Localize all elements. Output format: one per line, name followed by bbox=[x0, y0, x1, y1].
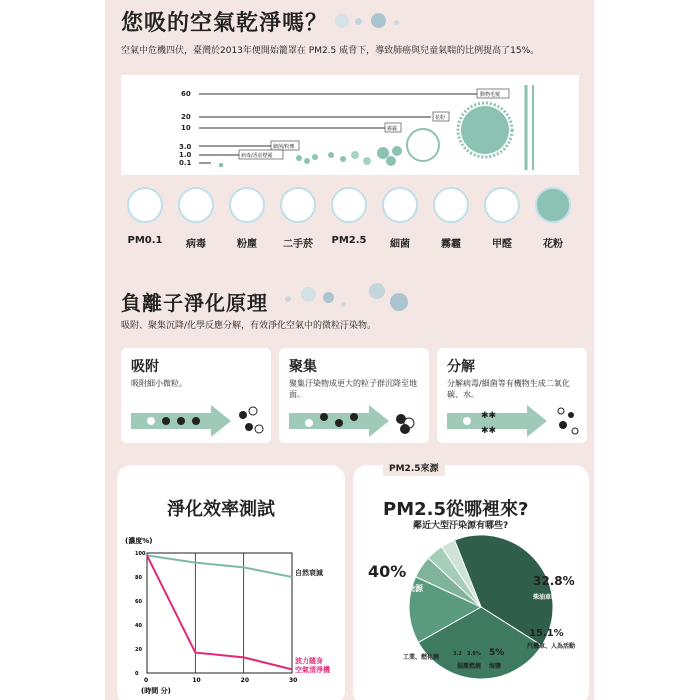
x-tick-label: 30 bbox=[289, 677, 298, 684]
svg-text:✱✱: ✱✱ bbox=[481, 411, 497, 421]
particle-label: 二手菸 bbox=[283, 239, 313, 250]
principle-title: 吸附 bbox=[131, 359, 159, 375]
pie-big-label: 鄰近大型汙染源 bbox=[367, 584, 423, 593]
label-haze: 霧霾 bbox=[387, 126, 398, 132]
particle-size-chart bbox=[121, 75, 579, 175]
particle-label: 病毒 bbox=[186, 239, 206, 250]
tick-10: 10 bbox=[181, 124, 191, 132]
pie-big-pct: 40% bbox=[368, 562, 407, 581]
particle-icon-bacteria bbox=[382, 187, 418, 223]
pm25-source-card bbox=[353, 465, 589, 700]
pie-chart bbox=[353, 535, 589, 700]
particle-icon-virus bbox=[178, 187, 214, 223]
particle-icon-smoke bbox=[280, 187, 316, 223]
pie-p3-label: 海鹽 bbox=[489, 663, 502, 670]
y-tick-label: 40 bbox=[135, 623, 142, 629]
page-subtitle: 空氣中危機四伏，臺灣於2013年便開始籠罩在 PM2.5 威脅下，導致肺癌與兒童氣喘的比例提高了15%。 bbox=[121, 46, 540, 56]
particle-label: 花粉 bbox=[543, 239, 563, 250]
principle-desc: 分解病毒/細菌等有機物生成二氧化碳、水。 bbox=[447, 379, 570, 399]
principle-card-gather bbox=[279, 348, 429, 443]
particle-label: PM0.1 bbox=[127, 235, 163, 246]
pie-p1-label: 柴油車輛尾氣 bbox=[533, 594, 570, 601]
label-animal-hair: 動物毛髮 bbox=[480, 92, 501, 98]
pie-p4: 3.9% bbox=[467, 651, 481, 657]
particle-icon-pollen bbox=[535, 187, 571, 223]
pie-title: PM2.5從哪裡來? bbox=[383, 499, 529, 520]
y-tick-label: 80 bbox=[135, 575, 142, 581]
tick-0.1: 0.1 bbox=[179, 159, 192, 167]
pie-subtitle: 鄰近大型汙染源有哪些? bbox=[413, 521, 509, 531]
tick-3: 3.0 bbox=[179, 143, 192, 151]
pie-p2-label: 汽機車、人為活動 bbox=[527, 643, 576, 650]
particle-icon-pm25 bbox=[331, 187, 367, 223]
pie-p5: 3.2 bbox=[453, 651, 462, 657]
x-tick-label: 0 bbox=[144, 677, 149, 684]
efficiency-xlabel: (時間 分) bbox=[141, 687, 171, 695]
pie-p1: 32.8% bbox=[533, 574, 575, 588]
legend-device: 波力隨身 bbox=[295, 657, 323, 665]
efficiency-chart bbox=[117, 533, 345, 700]
particle-label: PM2.5 bbox=[331, 235, 367, 246]
particle-label: 細菌 bbox=[390, 239, 410, 250]
principle-title: 分解 bbox=[447, 359, 475, 375]
particle-label: 霧霾 bbox=[441, 239, 461, 250]
page-title: 您吸的空氣乾淨嗎？ bbox=[121, 11, 329, 36]
principle-card-adsorb bbox=[121, 348, 271, 443]
pie-p3: 5% bbox=[489, 648, 505, 658]
label-pollen: 花粉 bbox=[435, 115, 446, 121]
label-bacteria-dust: 細菌/粉塵 bbox=[273, 144, 295, 150]
pie-p5-label: 工業、燃化燒 bbox=[403, 654, 440, 661]
principle-title: 聚集 bbox=[289, 359, 317, 375]
pie-p4-label: 揚塵燃燒 bbox=[457, 663, 482, 670]
principle-desc: 聚集汙染物成更大的粒子群沉降至地面。 bbox=[289, 379, 417, 399]
particle-icon-formaldehyde bbox=[484, 187, 520, 223]
particle-icon-dust bbox=[229, 187, 265, 223]
legend-natural: 自然衰減 bbox=[295, 569, 323, 577]
pm25-tag: PM2.5來源 bbox=[383, 459, 445, 476]
y-tick-label: 100 bbox=[135, 551, 146, 557]
tick-20: 20 bbox=[181, 113, 191, 121]
y-tick-label: 0 bbox=[135, 671, 139, 677]
particle-icon-haze bbox=[433, 187, 469, 223]
infographic-page bbox=[105, 0, 594, 700]
efficiency-card bbox=[117, 465, 345, 700]
particle-label: 甲醛 bbox=[492, 239, 512, 250]
x-tick-label: 20 bbox=[240, 677, 250, 684]
y-tick-label: 20 bbox=[135, 647, 142, 653]
y-tick-label: 60 bbox=[135, 599, 142, 605]
principle-desc: 吸附細小微粒。 bbox=[131, 379, 187, 388]
label-virus-smoke: 病毒/香菸煙霧 bbox=[241, 153, 273, 159]
svg-text:✱✱: ✱✱ bbox=[481, 426, 497, 436]
decompose-arrow-graphic bbox=[437, 403, 587, 443]
pie-p2: 15.1% bbox=[529, 628, 564, 639]
adsorb-arrow-graphic bbox=[121, 403, 271, 443]
tick-1: 1.0 bbox=[179, 151, 192, 159]
principle-card-decompose bbox=[437, 348, 587, 443]
size-chart-svg bbox=[121, 75, 579, 175]
series-line bbox=[147, 555, 292, 577]
particle-label: 粉塵 bbox=[237, 239, 257, 250]
section-title-principle: 負離子淨化原理 bbox=[121, 291, 268, 315]
efficiency-ylabel: (濃度%) bbox=[125, 537, 153, 545]
tick-60: 60 bbox=[181, 90, 191, 98]
section-subtitle-principle: 吸附、聚集沉降/化學反應分解，有效淨化空氣中的微粒汙染物。 bbox=[121, 321, 377, 331]
efficiency-title: 淨化效率測試 bbox=[167, 499, 275, 520]
x-tick-label: 10 bbox=[192, 677, 201, 684]
legend-device-2: 空氣清淨機 bbox=[295, 666, 330, 674]
particle-icon-pm01 bbox=[127, 187, 163, 223]
gather-arrow-graphic bbox=[279, 403, 429, 443]
